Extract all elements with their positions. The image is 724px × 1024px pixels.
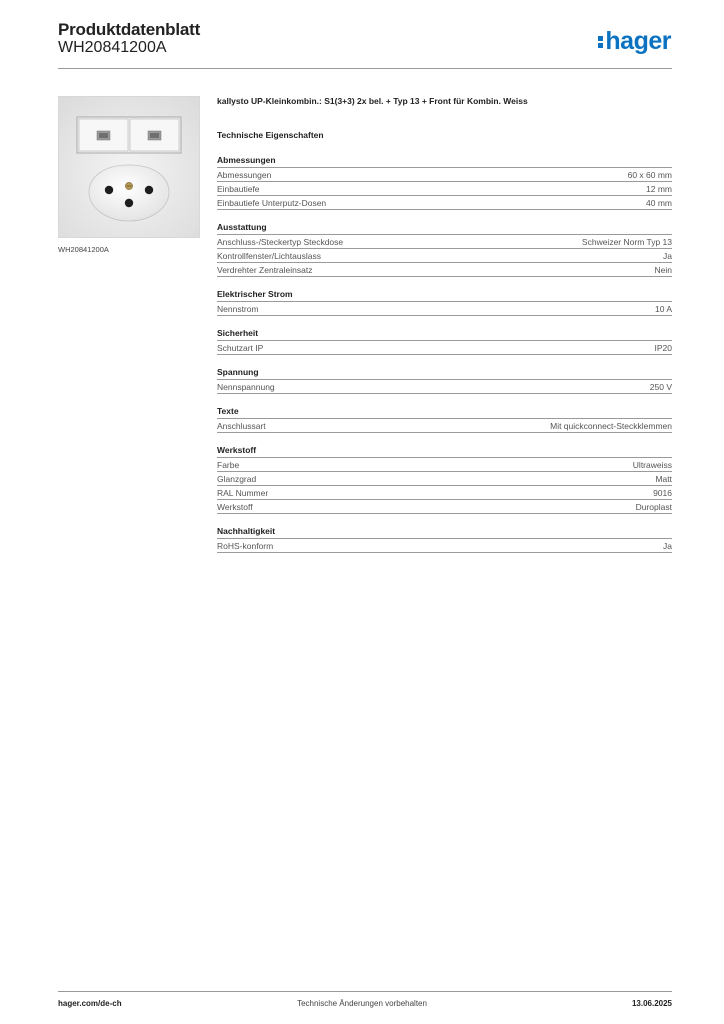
- spec-value: 12 mm: [646, 184, 672, 194]
- spec-value: Schweizer Norm Typ 13: [581, 237, 672, 247]
- footer-notice: Technische Änderungen vorbehalten: [297, 999, 427, 1008]
- spec-row: [217, 249, 672, 263]
- section-title: Elektrischer Strom: [217, 289, 672, 302]
- spec-value: IP20: [654, 343, 672, 353]
- product-description: kallysto UP-Kleinkombin.: S1(3+3) 2x bel. + Typ 13 + Front für Kombin. Weiss: [217, 96, 528, 106]
- spec-value: Nein: [654, 265, 672, 275]
- spec-section: [217, 155, 672, 210]
- spec-row: [217, 486, 672, 500]
- spec-label: Abmessungen: [217, 170, 272, 180]
- section-title: Abmessungen: [217, 155, 672, 168]
- spec-section: [217, 406, 672, 433]
- product-number: WH20841200A: [58, 39, 167, 56]
- spec-section: [217, 289, 672, 316]
- spec-label: Anschlussart: [217, 421, 266, 431]
- section-title: Texte: [217, 406, 672, 419]
- spec-value: Matt: [655, 474, 672, 484]
- spec-row: [217, 302, 672, 316]
- section-title: Werkstoff: [217, 445, 672, 458]
- spec-row: [217, 472, 672, 486]
- spec-value: 10 A: [654, 304, 672, 314]
- spec-row: [217, 196, 672, 210]
- spec-value: Duroplast: [635, 502, 672, 512]
- spec-value: Ultraweiss: [632, 460, 672, 470]
- spec-row: [217, 182, 672, 196]
- product-image: [58, 96, 200, 238]
- section-title: Sicherheit: [217, 328, 672, 341]
- spec-row: [217, 168, 672, 182]
- spec-value: 60 x 60 mm: [627, 170, 672, 180]
- spec-row: [217, 458, 672, 472]
- section-title: Spannung: [217, 367, 672, 380]
- spec-section: [217, 367, 672, 394]
- tech-properties-heading: Technische Eigenschaften: [217, 130, 324, 140]
- spec-label: Schutzart IP: [217, 343, 264, 353]
- spec-label: Glanzgrad: [217, 474, 257, 484]
- spec-section: [217, 222, 672, 277]
- spec-value: 40 mm: [646, 198, 672, 208]
- spec-row: [217, 500, 672, 514]
- header-divider: [58, 68, 672, 69]
- socket-combination-icon: [59, 97, 199, 237]
- spec-row: [217, 235, 672, 249]
- spec-value: 9016: [653, 488, 672, 498]
- spec-label: Nennstrom: [217, 304, 259, 314]
- spec-value: Ja: [663, 251, 672, 261]
- spec-row: [217, 380, 672, 394]
- spec-label: Einbautiefe: [217, 184, 260, 194]
- section-title: Nachhaltigkeit: [217, 526, 672, 539]
- spec-label: Farbe: [217, 460, 240, 470]
- spec-section: [217, 526, 672, 553]
- spec-value: Mit quickconnect-Steckklemmen: [550, 421, 672, 431]
- spec-sections: [217, 155, 672, 553]
- spec-label: Kontrollfenster/Lichtauslass: [217, 251, 321, 261]
- spec-label: RAL Nummer: [217, 488, 269, 498]
- spec-value: 250 V: [649, 382, 672, 392]
- spec-label: RoHS-konform: [217, 541, 274, 551]
- spec-row: [217, 419, 672, 433]
- logo-text: hager: [605, 27, 671, 55]
- logo-dots-icon: [598, 34, 603, 48]
- footer-date: 13.06.2025: [631, 999, 672, 1008]
- spec-row: [217, 341, 672, 355]
- spec-label: Einbautiefe Unterputz-Dosen: [217, 198, 327, 208]
- spec-section: [217, 445, 672, 514]
- spec-row: [217, 263, 672, 277]
- spec-label: Werkstoff: [217, 502, 253, 512]
- hager-logo: [598, 27, 671, 56]
- spec-content: [217, 95, 672, 553]
- footer-divider: [58, 991, 672, 992]
- spec-label: Verdrehter Zentraleinsatz: [217, 265, 313, 275]
- section-title: Ausstattung: [217, 222, 672, 235]
- page-title: Produktdatenblatt: [58, 20, 201, 39]
- spec-value: Ja: [663, 541, 672, 551]
- spec-row: [217, 539, 672, 553]
- image-caption: WH20841200A: [58, 245, 109, 254]
- footer-website: hager.com/de-ch: [58, 999, 122, 1008]
- spec-section: [217, 328, 672, 355]
- spec-label: Anschluss-/Steckertyp Steckdose: [217, 237, 344, 247]
- spec-label: Nennspannung: [217, 382, 275, 392]
